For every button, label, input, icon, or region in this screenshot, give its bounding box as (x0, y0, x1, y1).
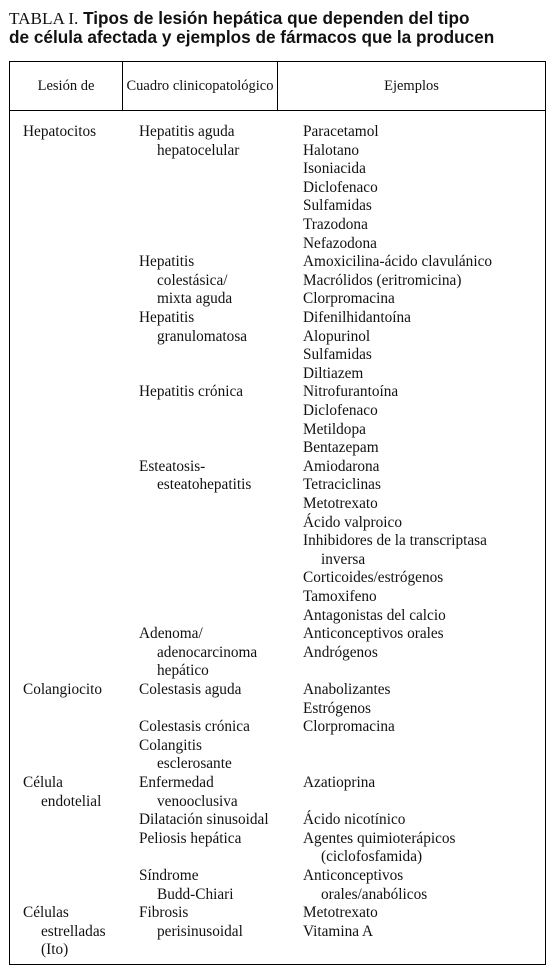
cuadro-line: adenocarcinoma (157, 643, 258, 661)
lesion-line: Hepatocitos (23, 123, 97, 140)
drug-example: Clorpromacina (303, 718, 395, 736)
cuadro-line: Colestasis aguda (139, 681, 242, 698)
ejemplos-cell (303, 718, 395, 737)
cuadro-line: Peliosis hepática (139, 829, 242, 847)
ejemplos-cell (303, 904, 378, 941)
header-ejemplos-label: Ejemplos (384, 78, 439, 94)
drug-example: Metotrexato (303, 494, 378, 512)
drug-example: Difenilhidantoína (303, 309, 411, 326)
lesion-cell (23, 123, 96, 142)
cuadro-cell (139, 309, 247, 346)
ejemplos-cell (303, 625, 444, 662)
drug-example: Anticonceptivos orales (303, 625, 444, 643)
drug-example: Alopurinol (303, 327, 371, 345)
header-lesion (10, 62, 122, 111)
ejemplos-cell (303, 309, 411, 383)
cuadro-line: Colangitis (139, 736, 202, 754)
cuadro-line: Dilatación sinusoidal (139, 811, 269, 829)
drug-example: Azatioprina (303, 774, 376, 791)
cuadro-line: Hepatitis (139, 309, 195, 326)
cuadro-cell (139, 774, 238, 811)
cuadro-cell (139, 718, 250, 737)
header-cuadro-line2: clinicopatológico (172, 78, 274, 94)
ejemplos-cell (303, 867, 427, 904)
table-title-line1: Tipos de lesión hepática que dependen del tipo (83, 8, 470, 28)
drug-liver-table (9, 61, 546, 965)
lesion-line: endotelial (41, 792, 102, 810)
drug-example: (ciclofosfamida) (321, 848, 423, 866)
lesion-cell (23, 681, 102, 700)
cuadro-cell (139, 904, 243, 941)
header-lesion-label: Lesión de (37, 78, 95, 94)
cuadro-line: Hepatitis aguda (139, 123, 235, 140)
lesion-cell (23, 774, 101, 811)
drug-example: Amiodarona (303, 457, 380, 475)
cuadro-cell (139, 867, 233, 904)
cuadro-line: Enfermedad (139, 774, 214, 791)
cuadro-line: hepático (157, 662, 209, 680)
drug-example: Nefazodona (303, 234, 377, 252)
drug-example: Antagonistas del calcio (303, 606, 446, 624)
drug-example: Tetraciclinas (303, 476, 381, 494)
drug-example: Anabolizantes (303, 681, 391, 698)
cuadro-cell (139, 253, 232, 309)
ejemplos-cell (303, 774, 375, 793)
cuadro-line: Adenoma/ (139, 625, 203, 643)
lesion-line: Células (23, 904, 69, 922)
drug-example: Macrólidos (eritromicina) (303, 271, 462, 289)
cuadro-line: perisinusoidal (157, 922, 243, 940)
lesion-line: estrelladas (41, 922, 106, 940)
header-cuadro-line1: Cuadro (126, 78, 170, 94)
lesion-line: (Ito) (41, 941, 69, 959)
drug-example: Agentes quimioterápicos (303, 829, 456, 847)
drug-example: Diclofenaco (303, 401, 378, 419)
cuadro-line: Colestasis crónica (139, 718, 250, 736)
drug-example: Metotrexato (303, 904, 378, 922)
cuadro-line: Budd-Chiari (157, 885, 234, 903)
drug-example: Paracetamol (303, 123, 379, 140)
drug-example: Bentazepam (303, 439, 379, 457)
cuadro-cell (139, 458, 251, 495)
drug-example: Amoxicilina-ácido clavulánico (303, 253, 493, 271)
ejemplos-cell (303, 123, 379, 253)
drug-example: Diltiazem (303, 364, 364, 382)
drug-example: Sulfamidas (303, 197, 372, 215)
ejemplos-cell (303, 811, 405, 830)
drug-example: inversa (321, 550, 366, 568)
drug-example: Nitrofurantoína (303, 383, 399, 401)
lesion-line: Colangiocito (23, 681, 103, 698)
cuadro-cell (139, 681, 241, 700)
drug-example: Ácido nicotínico (303, 811, 406, 829)
drug-example: Corticoides/estrógenos (303, 569, 444, 587)
header-ejemplos (278, 62, 545, 111)
drug-example: Clorpromacina (303, 290, 395, 308)
drug-example: Metildopa (303, 420, 366, 438)
drug-example: Tamoxifeno (303, 587, 377, 605)
table-title (9, 9, 554, 47)
cuadro-line: colestásica/ (157, 271, 228, 289)
cuadro-cell (139, 811, 269, 830)
cuadro-cell (139, 737, 232, 774)
cuadro-line: granulomatosa (157, 327, 248, 345)
drug-example: Trazodona (303, 215, 368, 233)
drug-example: Sulfamidas (303, 346, 372, 364)
drug-example: Andrógenos (303, 643, 378, 661)
cuadro-line: Fibrosis (139, 904, 189, 922)
cuadro-cell (139, 625, 257, 681)
table-header (10, 62, 545, 111)
cuadro-line: esteatohepatitis (157, 476, 252, 494)
drug-example: Diclofenaco (303, 178, 378, 196)
ejemplos-cell (303, 681, 391, 718)
drug-example: orales/anabólicos (321, 885, 428, 903)
cuadro-line: venooclusiva (157, 792, 238, 810)
ejemplos-cell (303, 830, 456, 867)
drug-example: Isoniacida (303, 160, 366, 178)
drug-example: Ácido valproico (303, 513, 402, 531)
ejemplos-cell (303, 253, 492, 309)
cuadro-cell (139, 830, 241, 849)
drug-example: Inhibidores de la transcriptasa (303, 532, 487, 550)
ejemplos-cell (303, 458, 487, 625)
cuadro-line: Síndrome (139, 867, 199, 884)
cuadro-line: hepatocelular (157, 141, 240, 159)
table-title-line2: de célula afectada y ejemplos de fármacos que la producen (9, 27, 495, 47)
drug-example: Halotano (303, 141, 360, 159)
drug-example: Estrógenos (303, 699, 371, 717)
ejemplos-cell (303, 383, 398, 457)
cuadro-line: esclerosante (157, 755, 232, 773)
table-title-prefix: TABLA I. (9, 9, 79, 28)
cuadro-line: Hepatitis (139, 253, 195, 271)
drug-example: Anticonceptivos (303, 867, 404, 884)
header-cuadro (123, 62, 277, 111)
drug-example: Vitamina A (303, 922, 374, 940)
cuadro-cell (139, 383, 243, 402)
lesion-line: Célula (23, 774, 63, 791)
cuadro-line: Hepatitis crónica (139, 383, 244, 401)
cuadro-cell (139, 123, 239, 160)
cuadro-line: Esteatosis- (139, 457, 206, 475)
lesion-cell (23, 904, 106, 960)
cuadro-line: mixta aguda (157, 290, 233, 308)
